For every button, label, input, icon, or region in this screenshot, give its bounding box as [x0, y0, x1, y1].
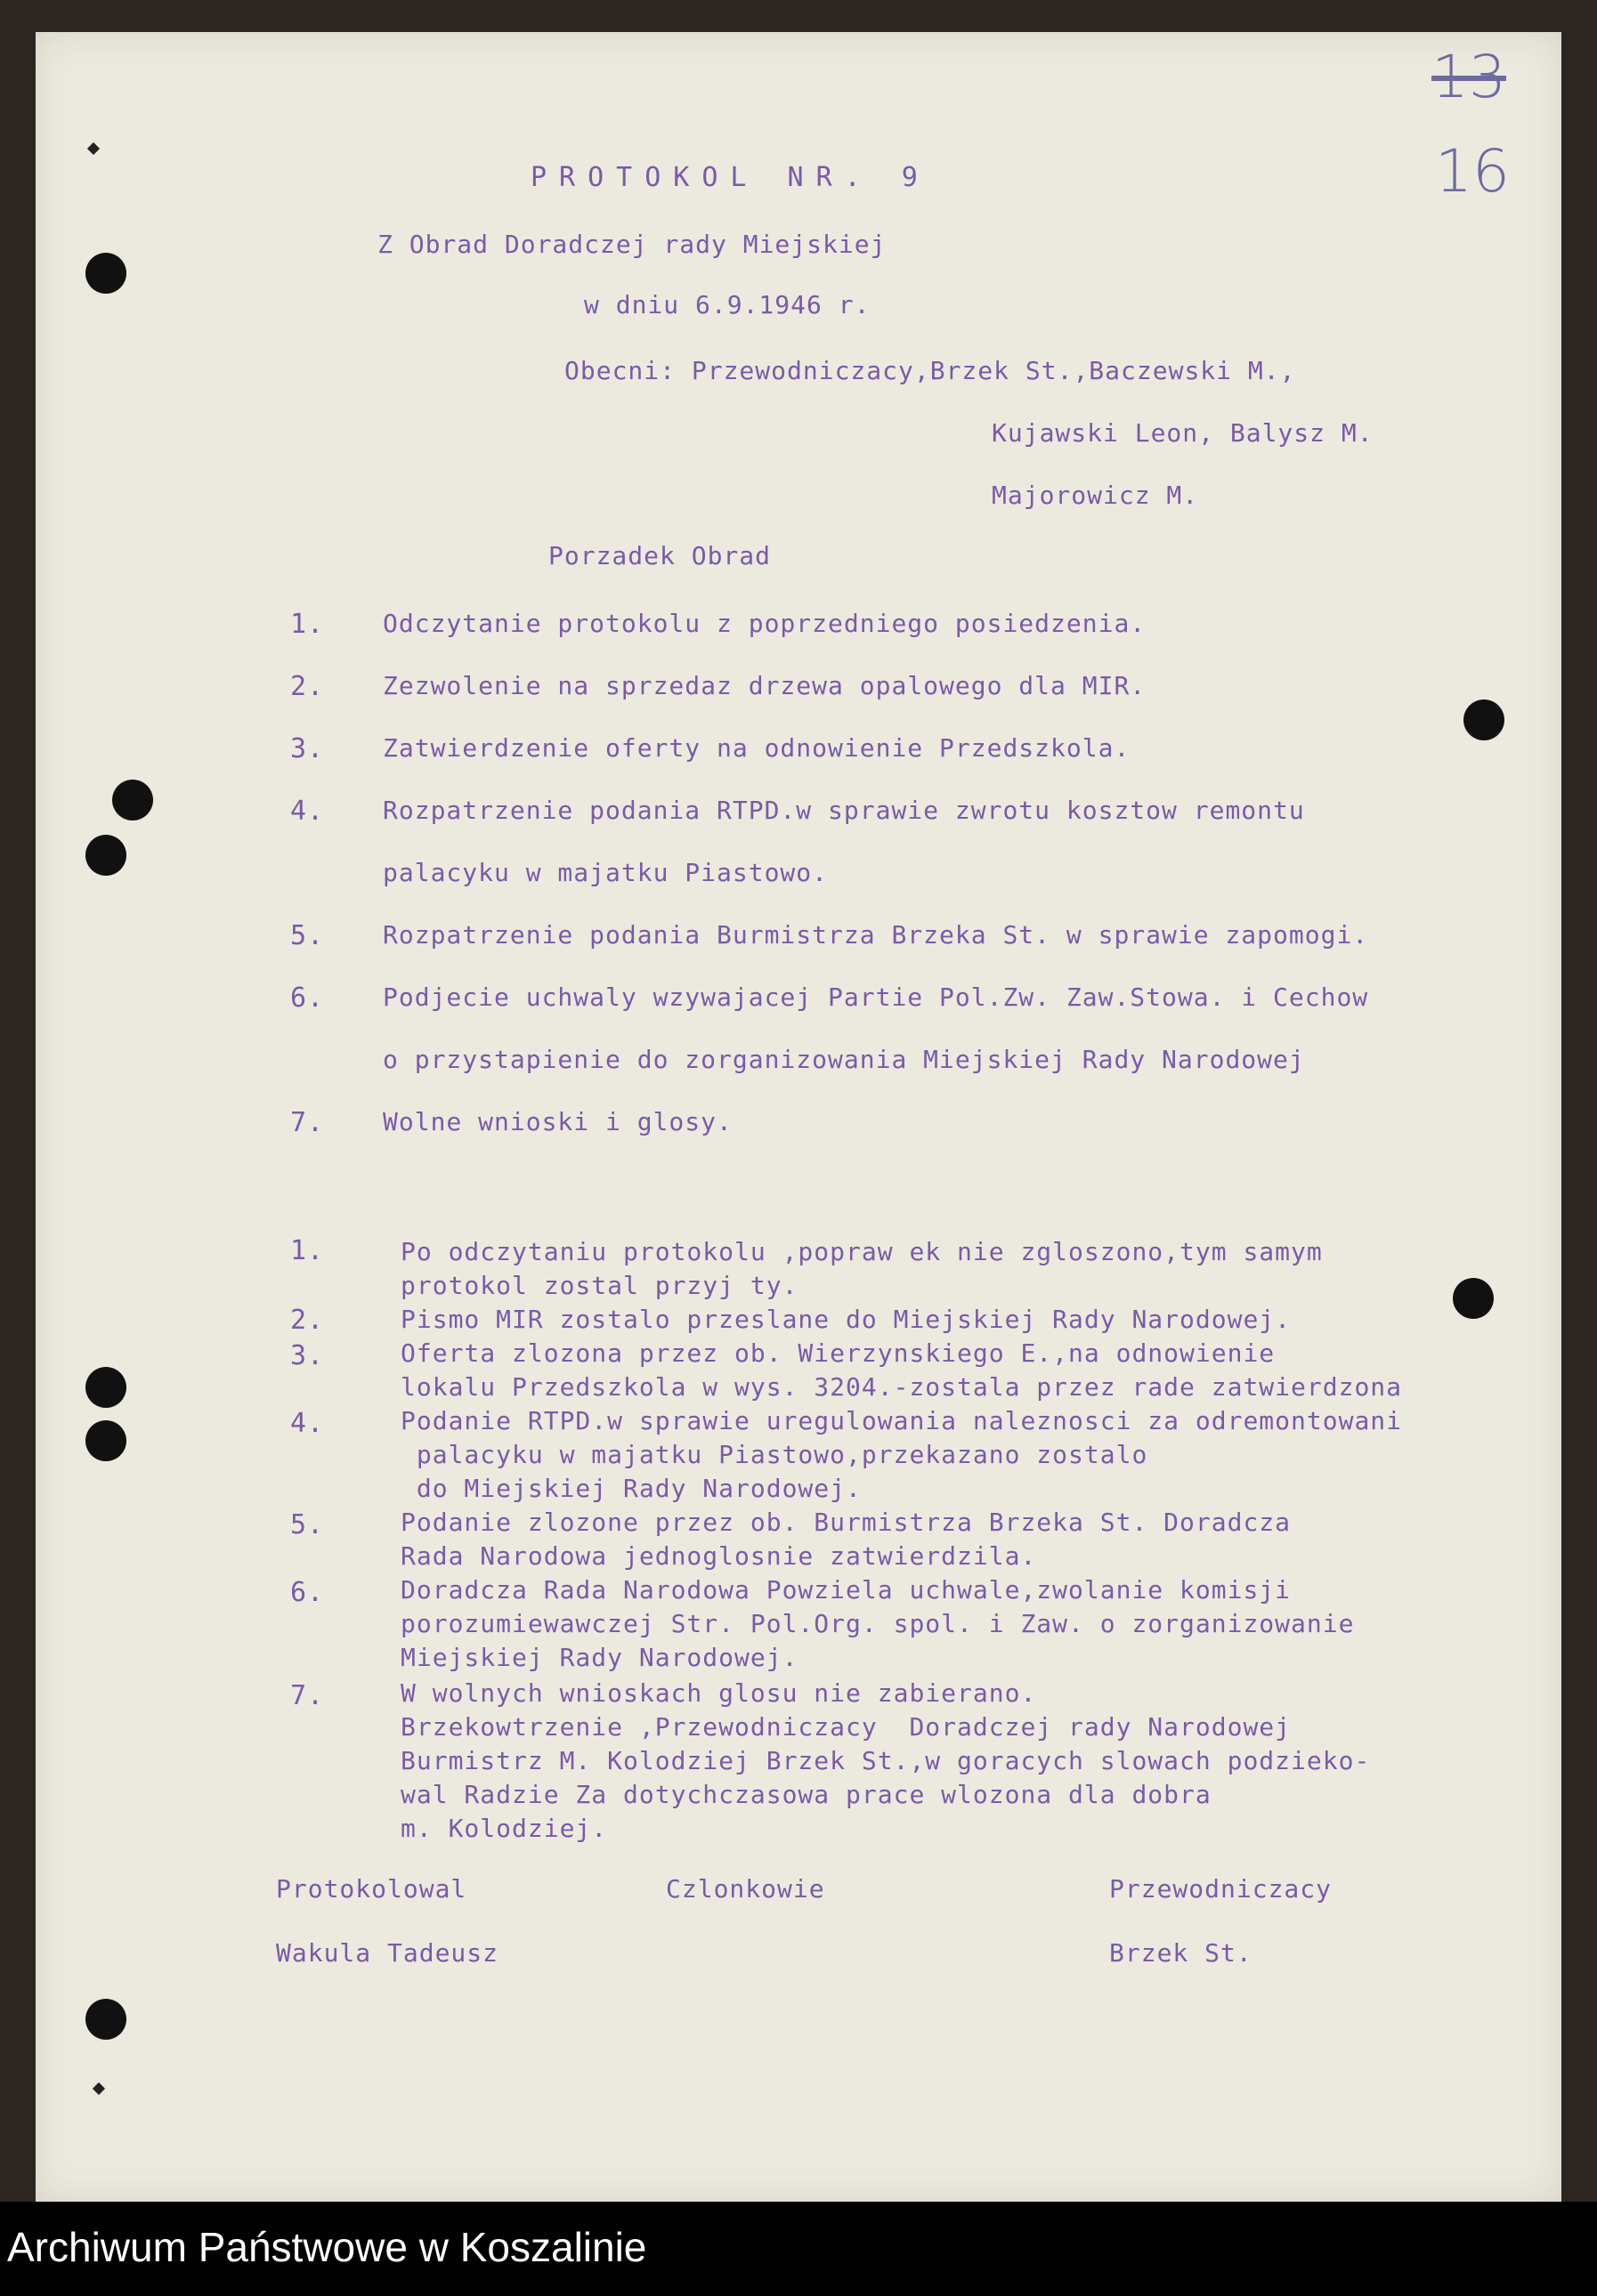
attendees-line-2: Kujawski Leon, Balysz M. — [992, 418, 1374, 448]
resolution-text: wal Radzie Za dotychczasowa prace wlozona dla dobra — [401, 1780, 1212, 1809]
resolution-number: 7. — [290, 1680, 325, 1711]
agenda-item-number: 6. — [290, 982, 325, 1014]
document-page — [36, 32, 1561, 2202]
resolution-number: 4. — [290, 1408, 325, 1439]
resolution-text: Burmistrz M. Kolodziej Brzek St.,w goracych slowach podzieko- — [401, 1746, 1371, 1775]
resolution-number: 3. — [290, 1340, 325, 1371]
agenda-item-text: Rozpatrzenie podania Burmistrza Brzeka St. w sprawie zapomogi. — [383, 920, 1369, 950]
members-label: Czlonkowie — [666, 1874, 825, 1904]
agenda-item-number: 2. — [290, 671, 325, 702]
agenda-item-text: Zatwierdzenie oferty na odnowienie Przedszkola. — [383, 733, 1131, 763]
punch-hole — [1463, 699, 1504, 740]
punch-hole — [85, 1999, 126, 2040]
resolution-text: lokalu Przedszkola w wys. 3204.-zostala przez rade zatwierdzona — [401, 1372, 1403, 1402]
archive-footer-bar — [0, 2202, 1597, 2296]
agenda-item-number: 1. — [290, 609, 325, 640]
margin-mark — [87, 142, 100, 155]
punch-hole — [1453, 1278, 1494, 1319]
agenda-item-number: 5. — [290, 920, 325, 951]
margin-mark — [93, 2082, 105, 2095]
recorder-label: Protokolowal — [276, 1874, 467, 1904]
resolution-text: Pismo MIR zostalo przeslane do Miejskiej Rady Narodowej. — [401, 1305, 1292, 1334]
agenda-item-number: 4. — [290, 796, 325, 827]
resolution-text: do Miejskiej Rady Narodowej. — [401, 1474, 862, 1503]
punch-hole — [85, 253, 126, 294]
page-number: 16 — [1435, 137, 1510, 206]
agenda-item-text: Podjecie uchwaly wzywajacej Partie Pol.Zw. Zaw.Stowa. i Cechow — [383, 982, 1369, 1012]
resolution-text: porozumiewawczej Str. Pol.Org. spol. i Zaw. o zorganizowanie — [401, 1609, 1355, 1638]
resolution-text: Rada Narodowa jednoglosnie zatwierdzila. — [401, 1541, 1037, 1571]
attendees-line-3: Majorowicz M. — [992, 481, 1199, 510]
agenda-item-text: Rozpatrzenie podania RTPD.w sprawie zwrotu kosztow remontu — [383, 796, 1305, 825]
resolution-number: 6. — [290, 1577, 325, 1608]
recorder-name: Wakula Tadeusz — [276, 1938, 499, 1968]
resolution-text: Miejskiej Rady Narodowej. — [401, 1643, 798, 1672]
resolution-text: Brzekowtrzenie ,Przewodniczacy Doradczej rady Narodowej — [401, 1712, 1292, 1742]
agenda-item-text: o przystapienie do zorganizowania Miejskiej Rady Narodowej — [383, 1045, 1305, 1074]
crossed-page-number: 13 — [1431, 43, 1506, 111]
resolution-number: 1. — [290, 1235, 325, 1266]
resolution-number: 5. — [290, 1509, 325, 1540]
document-subtitle: Z Obrad Doradczej rady Miejskiej — [377, 230, 887, 259]
punch-hole — [85, 1367, 126, 1408]
agenda-item-number: 3. — [290, 733, 325, 764]
resolution-text: palacyku w majatku Piastowo,przekazano zostalo — [401, 1440, 1148, 1469]
attendees-line-1: Obecni: Przewodniczacy,Brzek St.,Baczewski M., — [564, 356, 1296, 385]
document-title: PROTOKOL NR. 9 — [531, 162, 930, 193]
punch-hole — [112, 780, 153, 821]
resolution-text: protokol zostal przyj ty. — [401, 1271, 798, 1300]
punch-hole — [85, 835, 126, 876]
resolution-text: W wolnych wnioskach glosu nie zabierano. — [401, 1678, 1037, 1708]
resolution-text: Doradcza Rada Narodowa Powziela uchwale,zwolanie komisji — [401, 1575, 1292, 1605]
chairman-label: Przewodniczacy — [1109, 1874, 1333, 1904]
resolution-text: Oferta zlozona przez ob. Wierzynskiego E.,na odnowienie — [401, 1338, 1276, 1368]
agenda-item-text: palacyku w majatku Piastowo. — [383, 858, 829, 887]
agenda-item-text: Zezwolenie na sprzedaz drzewa opalowego dla MIR. — [383, 671, 1147, 700]
resolution-number: 2. — [290, 1305, 325, 1336]
meeting-date: w dniu 6.9.1946 r. — [584, 290, 871, 319]
agenda-item-number: 7. — [290, 1107, 325, 1138]
resolution-text: Podanie zlozone przez ob. Burmistrza Brzeka St. Doradcza — [401, 1508, 1292, 1537]
resolution-text: Podanie RTPD.w sprawie uregulowania naleznosci za odremontowani — [401, 1406, 1403, 1435]
agenda-item-text: Wolne wnioski i glosy. — [383, 1107, 733, 1136]
punch-hole — [85, 1420, 126, 1461]
archive-name: Archiwum Państwowe w Koszalinie — [7, 2224, 647, 2270]
agenda-item-text: Odczytanie protokolu z poprzedniego posiedzenia. — [383, 609, 1147, 638]
resolution-text: m. Kolodziej. — [401, 1814, 608, 1843]
chairman-name: Brzek St. — [1109, 1938, 1252, 1968]
resolution-text: Po odczytaniu protokolu ,popraw ek nie zgloszono,tym samym — [401, 1237, 1323, 1266]
agenda-heading: Porzadek Obrad — [548, 541, 772, 570]
